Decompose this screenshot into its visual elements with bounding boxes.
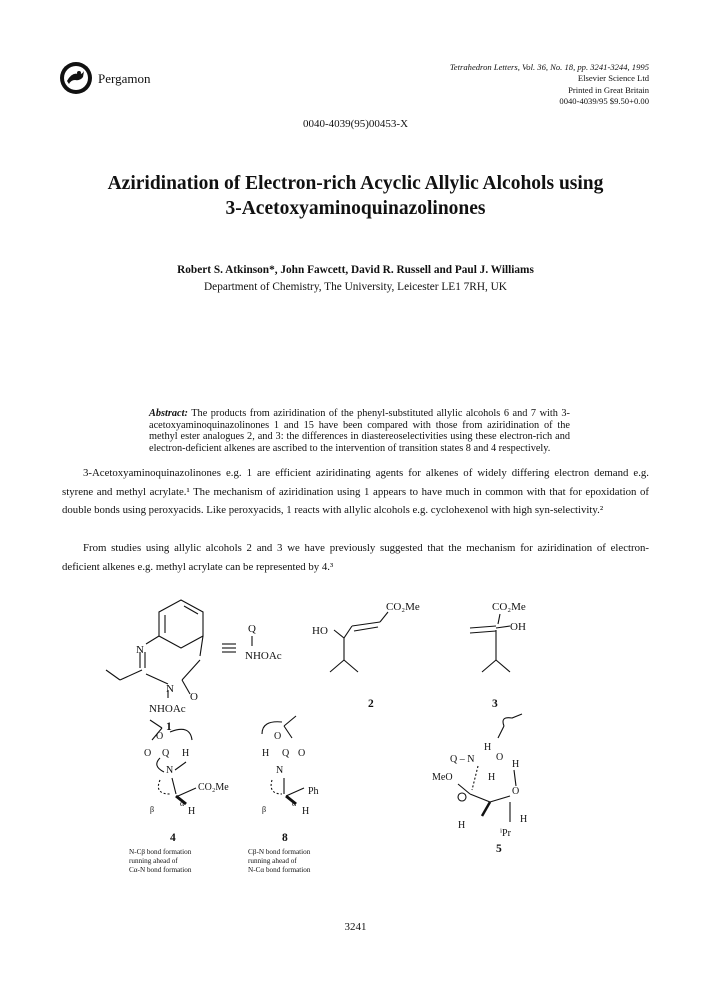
compound-1-structure bbox=[106, 600, 203, 733]
caption-4-line-3: Cα-N bond formation bbox=[129, 866, 192, 874]
label-o-5a: O bbox=[496, 752, 504, 763]
label-n-2: N bbox=[166, 683, 174, 695]
transition-state-4 bbox=[129, 720, 229, 874]
publisher-name: Pergamon bbox=[98, 71, 151, 86]
label-n-8: N bbox=[276, 765, 284, 776]
label-co2me-4: CO₂Me bbox=[198, 782, 229, 793]
label-o-4b: O bbox=[144, 748, 152, 759]
label-nhoac-2: NHOAc bbox=[245, 650, 282, 662]
caption-8-line-2: running ahead of bbox=[248, 857, 297, 865]
label-o-4a: O bbox=[156, 731, 164, 742]
label-h-5d: H bbox=[458, 820, 466, 831]
transition-state-5 bbox=[432, 714, 527, 855]
label-o-5b: O bbox=[512, 786, 520, 797]
title-line-2: 3-Acetoxyaminoquinazolinones bbox=[225, 198, 486, 219]
pergamon-logo bbox=[58, 60, 94, 96]
paragraph-2: From studies using allylic alcohols 2 and 3 we have previously suggested that the mechanism for aziridination of electron-deficient alkenes e.g. methyl acrylate can be represented by 4.³ bbox=[62, 542, 649, 573]
transition-state-8 bbox=[248, 716, 319, 874]
authors: Robert S. Atkinson*, John Fawcett, David R. Russell and Paul J. Williams bbox=[177, 264, 534, 276]
caption-4-line-1: N-Cβ bond formation bbox=[129, 848, 192, 856]
caption-8-line-3: N-Cα bond formation bbox=[248, 866, 311, 874]
label-h-8a: H bbox=[262, 748, 270, 759]
label-h-5b: H bbox=[512, 759, 520, 770]
label-co2me-2: CO₂Me bbox=[386, 601, 420, 613]
label-h-5c: H bbox=[488, 772, 496, 783]
caption-8-line-1: Cβ-N bond formation bbox=[248, 848, 311, 856]
label-q-8: Q bbox=[282, 748, 290, 759]
journal-line-2: Elsevier Science Ltd bbox=[577, 73, 649, 84]
label-h-4a: H bbox=[182, 748, 190, 759]
label-o-8a: O bbox=[274, 731, 282, 742]
label-alpha-4: α bbox=[180, 799, 185, 808]
doi: 0040-4039(95)00453-X bbox=[302, 118, 409, 130]
label-q-n-5: Q – N bbox=[450, 754, 475, 765]
affiliation: Department of Chemistry, The University, Leicester LE1 7RH, UK bbox=[204, 281, 507, 293]
abstract-text: The products from aziridination of the phenyl-substituted allylic alcohols 6 and 7 with 3-acetoxyaminoquinazolinones 1 and 15 have been compared with those from aziridination of the methyl ester analogues 2, and 3: the differences in diastereoselectivities using these electron-rich and electron-deficient alkenes are ascribed to the intervention of transition states 8 and 4 respectively. bbox=[149, 408, 570, 454]
label-q-4: Q bbox=[162, 748, 170, 759]
label-ipr-5: ⁱPr bbox=[500, 828, 511, 839]
compound-3-structure bbox=[470, 601, 526, 710]
compound-number-4: 4 bbox=[170, 832, 176, 844]
label-co2me-3: CO₂Me bbox=[492, 601, 526, 613]
compound-number-1: 1 bbox=[166, 721, 172, 733]
label-n-4: N bbox=[166, 765, 174, 776]
label-beta-4: β bbox=[150, 805, 155, 814]
reaction-scheme bbox=[0, 590, 711, 900]
journal-line-3: Printed in Great Britain bbox=[568, 84, 649, 95]
label-alpha-8: α bbox=[292, 799, 297, 808]
label-oh-3: OH bbox=[510, 621, 526, 633]
label-q-1: Q bbox=[248, 623, 256, 635]
page-number: 3241 bbox=[344, 921, 367, 933]
compound-number-8: 8 bbox=[282, 832, 288, 844]
journal-line-1: Tetrahedron Letters, Vol. 36, No. 18, pp. 3241-3244, 1995 bbox=[449, 62, 649, 72]
label-ho: HO bbox=[312, 625, 328, 637]
compound-number-3: 3 bbox=[492, 698, 498, 710]
paper-title bbox=[60, 171, 651, 221]
abstract bbox=[149, 408, 570, 454]
equivalence-sign bbox=[222, 623, 282, 662]
abstract-label: Abstract: bbox=[149, 408, 188, 419]
label-h-8b: H bbox=[302, 806, 310, 817]
paragraph-1: 3-Acetoxyaminoquinazolinones e.g. 1 are efficient aziridinating agents for alkenes of widely differing electron demand e.g. styrene and methyl acrylate.¹ The mechanism of aziridination using 1 appears to have much in common with that for epoxidation of double bonds using peroxyacids. Like peroxyacids, 1 reacts with allylic alcohols e.g. cyclohexenol with high syn-selectivity.² bbox=[62, 467, 649, 517]
label-o-8b: O bbox=[298, 748, 306, 759]
label-meo-5: MeO bbox=[432, 772, 453, 783]
label-n-1: N bbox=[136, 644, 144, 656]
compound-number-5: 5 bbox=[496, 843, 502, 855]
label-h-5e: H bbox=[520, 814, 528, 825]
journal-info bbox=[450, 62, 649, 107]
journal-line-4: 0040-4039/95 $9.50+0.00 bbox=[559, 95, 649, 106]
title-line-1: Aziridination of Electron-rich Acyclic Allylic Alcohols using bbox=[107, 173, 604, 194]
label-h-4b: H bbox=[188, 806, 196, 817]
label-o-1: O bbox=[190, 691, 198, 703]
compound-number-2: 2 bbox=[368, 698, 374, 710]
label-h-5a: H bbox=[484, 742, 492, 753]
compound-2-structure bbox=[312, 601, 420, 710]
caption-4-line-2: running ahead of bbox=[129, 857, 178, 865]
label-nhoac-1: NHOAc bbox=[149, 703, 186, 715]
label-ph-8: Ph bbox=[308, 786, 319, 797]
label-beta-8: β bbox=[262, 805, 267, 814]
